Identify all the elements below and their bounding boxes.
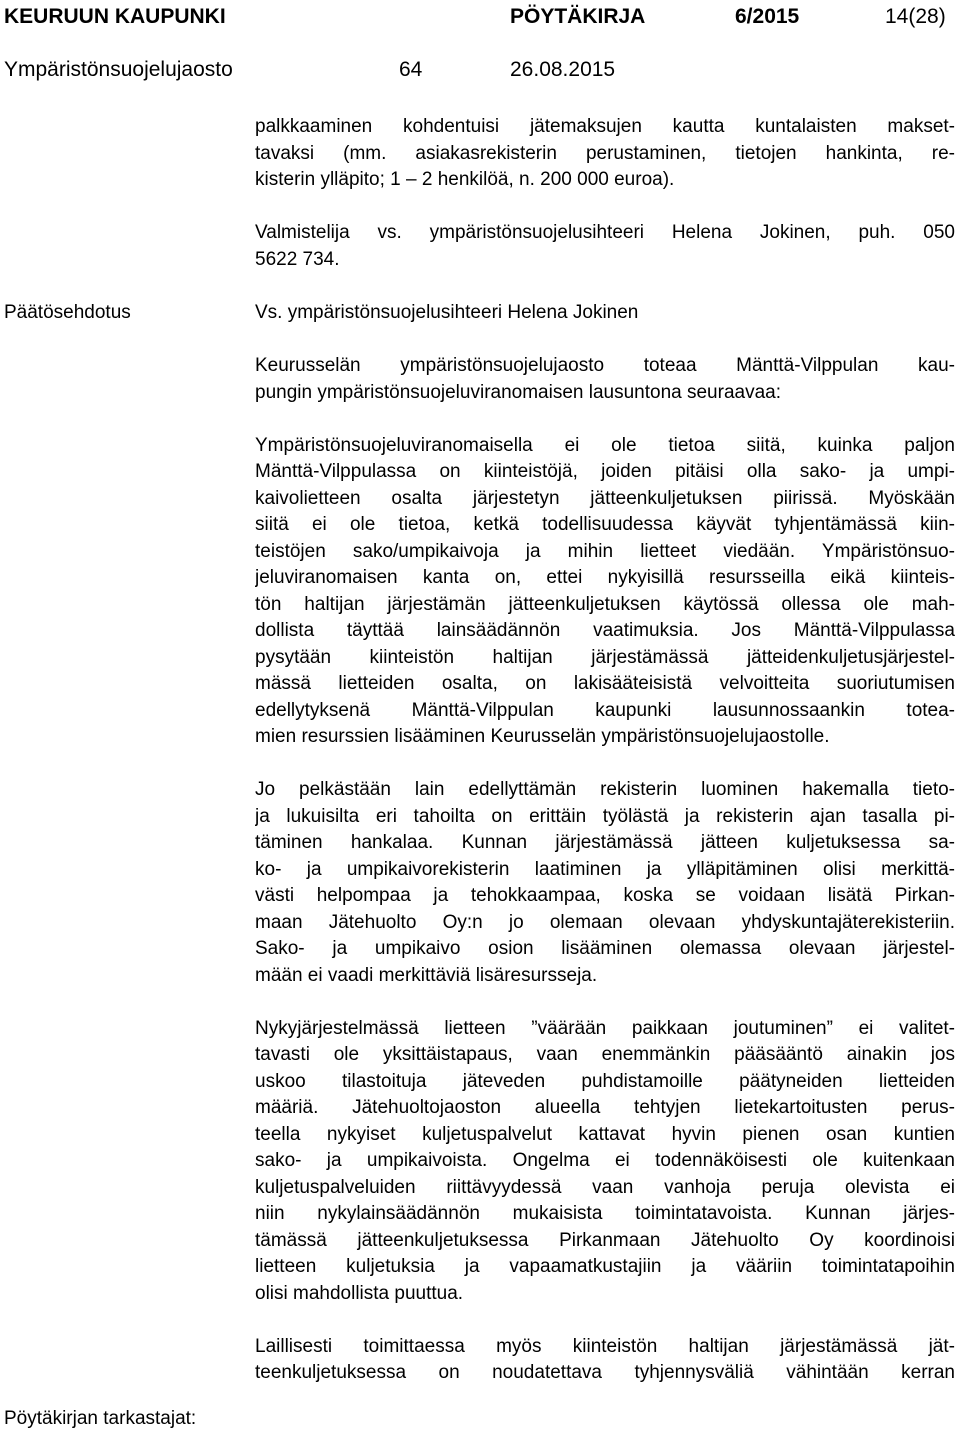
minutes-reviewers-label: Pöytäkirjan tarkastajat:	[4, 1408, 197, 1429]
committee-name: Ympäristönsuojelujaosto	[4, 58, 233, 81]
text-line: Ympäristönsuojeluviranomaisella ei ole tietoa siitä, kuinka paljon	[255, 434, 955, 456]
paragraph	[255, 353, 955, 406]
text-line: niin nykylainsäädännön mukaisista toimintatavoista. Kunnan järjes-	[255, 1203, 955, 1224]
section-number: 64	[399, 58, 423, 81]
text-line: ko- ja umpikaivorekisterin laatiminen ja ylläpitäminen olisi merkittä-	[255, 858, 955, 880]
text-line: Sako- ja umpikaivo osion lisääminen olemassa olevaan järjestel-	[255, 938, 955, 959]
preparer-paragraph	[255, 220, 955, 273]
text-line: teistöjen sako/umpikaivoja ja mihin lietteet viedään. Ympäristönsuo-	[255, 540, 955, 562]
proposer-line	[255, 300, 955, 327]
paragraph	[255, 1334, 955, 1387]
text-line: mään ei vaadi merkittäviä lisäresursseja.	[255, 964, 598, 986]
text-line: Mänttä-Vilppulassa on kiinteistöjä, joiden pitäisi olla sako- ja umpi-	[255, 461, 955, 482]
text-line: Vs. ympäristönsuojelusihteeri Helena Jokinen	[255, 302, 639, 323]
text-line: Nykyjärjestelmässä lietteen ”väärään paikkaan joutuminen” ei valitet-	[255, 1017, 955, 1039]
text-line: ja lukuisilta eri tahoilta on erittäin työlästä ja rekisterin ajan tasalla pi-	[255, 805, 955, 827]
text-line: kuljetuspalveluiden riittävyydessä vaan vanhoja peruja olevista ei	[255, 1176, 955, 1198]
text-line: palkkaaminen kohdentuisi jätemaksujen kautta kuntalaisten makset-	[255, 116, 955, 137]
text-line: dollista täyttää lainsäädännön vaatimuksia. Jos Mänttä-Vilppulassa	[255, 620, 955, 641]
text-line: kaivolietteen osalta järjestetyn jätteenkuljetuksen piirissä. Myöskään	[255, 487, 955, 509]
text-line: täminen hankalaa. Kunnan järjestämässä jätteen kuljetuksessa sa-	[255, 832, 955, 853]
text-line: mien resurssien lisääminen Keurusselän ympäristönsuojelujaostolle.	[255, 726, 830, 747]
paragraph	[255, 777, 955, 989]
meeting-date: 26.08.2015	[510, 58, 616, 81]
text-line: teella nykyiset kuljetuspalvelut kattavat hyvin pienen osan kuntien	[255, 1123, 955, 1145]
text-line: määriä. Jätehuoltojaoston alueella tehtyjen lietekartoitusten perus-	[255, 1097, 955, 1118]
text-line: uskoo tilastoituja jäteveden puhdistamoille päätyneiden lietteiden	[255, 1070, 955, 1092]
org-name: KEURUUN KAUPUNKI	[4, 5, 226, 28]
decision-text	[255, 353, 955, 1387]
text-line: siitä ei ole tietoa, ketkä todellisuudessa käyvät tyhjentämässä kiin-	[255, 514, 955, 535]
text-line: mässä lietteiden osalta, on lakisääteisistä velvoitteita suoriutumisen	[255, 673, 955, 694]
text-line: sako- ja umpikaivoista. Ongelma ei todennäköisesti ole kuitenkaan	[255, 1150, 955, 1171]
paragraph	[255, 433, 955, 751]
text-line: västi helpompaa ja tehokkaampaa, koska se voidaan lisätä Pirkan-	[255, 885, 955, 906]
decision-proposal-label: Päätösehdotus	[4, 302, 131, 323]
text-line: pysytään kiinteistön haltijan järjestämässä jätteidenkuljetusjärjestel-	[255, 646, 955, 668]
text-line: kisterin ylläpito; 1 – 2 henkilöä, n. 200 000 euroa).	[255, 169, 675, 190]
paragraph	[255, 1016, 955, 1308]
text-line: Valmistelija vs. ympäristönsuojelusihteeri Helena Jokinen, puh. 050	[255, 222, 955, 243]
page-number: 14(28)	[885, 5, 946, 28]
text-line: 5622 734.	[255, 248, 340, 270]
text-line: teenkuljetuksessa on noudatettava tyhjennysväliä vähintään kerran	[255, 1362, 955, 1383]
text-line: Jo pelkästään lain edellyttämän rekisterin luominen hakemalla tieto-	[255, 779, 955, 800]
text-line: maan Jätehuolto Oy:n jo olemaan olevaan yhdyskuntajäterekisteriin.	[255, 911, 955, 933]
text-line: tavasti ole yksittäistapaus, vaan enemmänkin pääsääntö ainakin jos	[255, 1044, 955, 1065]
text-line: tavaksi (mm. asiakasrekisterin perustaminen, tietojen hankinta, re-	[255, 142, 955, 164]
text-line: pungin ympäristönsuojeluviranomaisen lausuntona seuraavaa:	[255, 381, 781, 403]
text-line: jeluviranomaisen kanta on, ettei nykyisillä resursseilla eikä kiinteis-	[255, 567, 955, 588]
text-line: lietteen kuljetuksia ja vapaamatkustajiin ja vääriin toimintatapoihin	[255, 1256, 955, 1277]
text-line: edellytyksenä Mänttä-Vilppulan kaupunki lausunnossaankin totea-	[255, 699, 955, 721]
text-line: tön haltijan järjestämän jätteenkuljetuksen käytössä ollessa ole mah-	[255, 593, 955, 615]
text-line: olisi mahdollista puuttua.	[255, 1282, 464, 1304]
doc-number: 6/2015	[735, 5, 800, 28]
doc-type: PÖYTÄKIRJA	[510, 5, 646, 28]
text-line: Laillisesti toimittaessa myös kiinteistön haltijan järjestämässä jät-	[255, 1335, 955, 1357]
text-line: tämässä jätteenkuljetuksessa Pirkanmaan Jätehuolto Oy koordinoisi	[255, 1229, 955, 1251]
intro-paragraph	[255, 114, 955, 194]
text-line: Keurusselän ympäristönsuojelujaosto toteaa Mänttä-Vilppulan kau-	[255, 355, 955, 376]
